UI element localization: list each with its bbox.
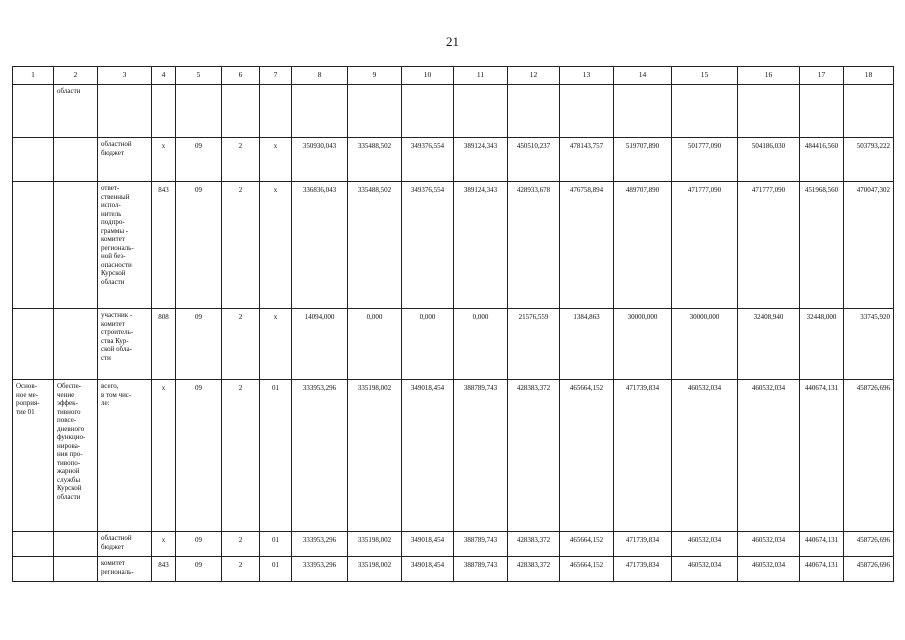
table-row xyxy=(13,309,894,380)
column-header: 3 xyxy=(98,67,152,85)
value-cell: 471777,090 xyxy=(672,182,738,309)
value-cell: 32408,940 xyxy=(738,309,800,380)
table-row xyxy=(13,380,894,532)
budget-table xyxy=(12,66,894,582)
value-cell: 460532,034 xyxy=(738,380,800,532)
value-cell: 349018,454 xyxy=(402,557,454,582)
table-row xyxy=(13,532,894,557)
column-header: 4 xyxy=(152,67,176,85)
value-cell: 440674,131 xyxy=(800,557,844,582)
cell-text: области xyxy=(57,87,81,95)
value-cell: 30000,000 xyxy=(672,309,738,380)
row-label-cell xyxy=(98,380,152,532)
value-cell: 471739,834 xyxy=(614,557,672,582)
value-cell: 465664,152 xyxy=(560,532,614,557)
row-label-cell xyxy=(54,532,98,557)
value-cell xyxy=(292,85,348,138)
value-cell: 460532,034 xyxy=(672,532,738,557)
column-header: 14 xyxy=(614,67,672,85)
row-label-cell xyxy=(13,309,54,380)
value-cell: 335198,002 xyxy=(348,380,402,532)
value-cell: 458726,696 xyxy=(844,557,894,582)
cell-text: всего, в том чис- ле: xyxy=(101,382,132,407)
value-cell: 450510,237 xyxy=(508,138,560,182)
row-label-cell xyxy=(54,85,98,138)
column-header: 16 xyxy=(738,67,800,85)
row-label-cell xyxy=(54,557,98,582)
table-row xyxy=(13,85,894,138)
table-row xyxy=(13,182,894,309)
value-cell xyxy=(454,85,508,138)
value-cell: 489707,890 xyxy=(614,182,672,309)
value-cell: 478143,757 xyxy=(560,138,614,182)
value-cell: 465664,152 xyxy=(560,380,614,532)
value-cell: 01 xyxy=(260,380,292,532)
value-cell: 503793,222 xyxy=(844,138,894,182)
value-cell: 09 xyxy=(176,380,222,532)
value-cell: 460532,034 xyxy=(738,557,800,582)
value-cell: 09 xyxy=(176,557,222,582)
value-cell: 30000,000 xyxy=(614,309,672,380)
row-label-cell xyxy=(13,182,54,309)
row-label-cell xyxy=(98,138,152,182)
value-cell xyxy=(508,85,560,138)
value-cell: 388789,743 xyxy=(454,557,508,582)
value-cell xyxy=(738,85,800,138)
value-cell: 349376,554 xyxy=(402,138,454,182)
value-cell: 501777,090 xyxy=(672,138,738,182)
value-cell: 519707,890 xyxy=(614,138,672,182)
row-label-cell xyxy=(13,85,54,138)
value-cell: 09 xyxy=(176,309,222,380)
value-cell: 0,000 xyxy=(348,309,402,380)
value-cell: 2 xyxy=(222,380,260,532)
cell-text: комитет региональ- xyxy=(101,559,134,576)
value-cell: 333953,296 xyxy=(292,557,348,582)
cell-text: Обеспе- чение эффек- тивного повсе- дневного функцио- нирова- ния про- тивопо- жарной службы Курской области xyxy=(57,382,86,501)
value-cell xyxy=(844,85,894,138)
value-cell: 458726,696 xyxy=(844,532,894,557)
value-cell: 336836,043 xyxy=(292,182,348,309)
value-cell: 335488,502 xyxy=(348,138,402,182)
value-cell: 21576,559 xyxy=(508,309,560,380)
value-cell: 09 xyxy=(176,138,222,182)
value-cell: 349018,454 xyxy=(402,532,454,557)
value-cell: 389124,343 xyxy=(454,138,508,182)
column-header: 12 xyxy=(508,67,560,85)
column-header: 8 xyxy=(292,67,348,85)
column-header: 13 xyxy=(560,67,614,85)
value-cell: x xyxy=(152,138,176,182)
value-cell: 808 xyxy=(152,309,176,380)
column-header: 10 xyxy=(402,67,454,85)
cell-text: областной бюджет xyxy=(101,140,132,157)
row-label-cell xyxy=(13,532,54,557)
value-cell: x xyxy=(260,182,292,309)
row-label-cell xyxy=(54,309,98,380)
cell-text: Основ- ное ме- роприя- тие 01 xyxy=(16,382,40,416)
column-header: 5 xyxy=(176,67,222,85)
row-label-cell xyxy=(98,182,152,309)
value-cell: 388789,743 xyxy=(454,532,508,557)
header-row xyxy=(13,67,894,85)
row-label-cell xyxy=(98,557,152,582)
value-cell xyxy=(176,85,222,138)
value-cell: 01 xyxy=(260,532,292,557)
value-cell: 2 xyxy=(222,182,260,309)
value-cell: x xyxy=(260,309,292,380)
value-cell: 14094,000 xyxy=(292,309,348,380)
value-cell: 504186,030 xyxy=(738,138,800,182)
row-label-cell xyxy=(54,380,98,532)
value-cell: 465664,152 xyxy=(560,557,614,582)
value-cell: 350930,043 xyxy=(292,138,348,182)
row-label-cell xyxy=(98,532,152,557)
value-cell xyxy=(152,85,176,138)
value-cell: 460532,034 xyxy=(672,380,738,532)
value-cell: 1384,863 xyxy=(560,309,614,380)
value-cell: 349376,554 xyxy=(402,182,454,309)
value-cell: 335198,002 xyxy=(348,557,402,582)
row-label-cell xyxy=(13,557,54,582)
column-header: 18 xyxy=(844,67,894,85)
value-cell: 471739,834 xyxy=(614,532,672,557)
value-cell: 428933,678 xyxy=(508,182,560,309)
value-cell xyxy=(672,85,738,138)
value-cell: 440674,131 xyxy=(800,532,844,557)
value-cell: 33745,920 xyxy=(844,309,894,380)
value-cell: 843 xyxy=(152,557,176,582)
column-header: 9 xyxy=(348,67,402,85)
value-cell: 333953,296 xyxy=(292,532,348,557)
table-row xyxy=(13,138,894,182)
row-label-cell xyxy=(13,380,54,532)
value-cell: 32448,000 xyxy=(800,309,844,380)
value-cell: 01 xyxy=(260,557,292,582)
value-cell: 333953,296 xyxy=(292,380,348,532)
value-cell: 460532,034 xyxy=(672,557,738,582)
value-cell: 389124,343 xyxy=(454,182,508,309)
value-cell: 09 xyxy=(176,182,222,309)
value-cell xyxy=(800,85,844,138)
value-cell: 460532,034 xyxy=(738,532,800,557)
value-cell: 349018,454 xyxy=(402,380,454,532)
value-cell: x xyxy=(152,380,176,532)
table-row xyxy=(13,557,894,582)
column-header: 7 xyxy=(260,67,292,85)
value-cell: 388789,743 xyxy=(454,380,508,532)
column-header: 6 xyxy=(222,67,260,85)
value-cell: 451968,560 xyxy=(800,182,844,309)
value-cell: 843 xyxy=(152,182,176,309)
row-label-cell xyxy=(13,138,54,182)
value-cell: 428383,372 xyxy=(508,532,560,557)
value-cell: 2 xyxy=(222,532,260,557)
value-cell: 428383,372 xyxy=(508,380,560,532)
value-cell xyxy=(614,85,672,138)
value-cell: 476758,894 xyxy=(560,182,614,309)
value-cell: 0,000 xyxy=(402,309,454,380)
value-cell: x xyxy=(260,138,292,182)
value-cell: 471739,834 xyxy=(614,380,672,532)
cell-text: участник - комитет строитель- ства Кур- ской обла- сти xyxy=(101,311,134,362)
value-cell: 471777,090 xyxy=(738,182,800,309)
row-label-cell xyxy=(98,85,152,138)
row-label-cell xyxy=(98,309,152,380)
value-cell: 428383,372 xyxy=(508,557,560,582)
column-header: 11 xyxy=(454,67,508,85)
value-cell xyxy=(560,85,614,138)
value-cell xyxy=(348,85,402,138)
value-cell xyxy=(260,85,292,138)
row-label-cell xyxy=(54,138,98,182)
column-header: 17 xyxy=(800,67,844,85)
value-cell: 2 xyxy=(222,138,260,182)
column-header: 2 xyxy=(54,67,98,85)
value-cell: 2 xyxy=(222,309,260,380)
value-cell xyxy=(222,85,260,138)
value-cell: 484416,560 xyxy=(800,138,844,182)
value-cell: 0,000 xyxy=(454,309,508,380)
value-cell xyxy=(402,85,454,138)
value-cell: 335488,502 xyxy=(348,182,402,309)
page-number: 21 xyxy=(446,34,459,49)
column-header: 1 xyxy=(13,67,54,85)
value-cell: 335198,002 xyxy=(348,532,402,557)
value-cell: 440674,131 xyxy=(800,380,844,532)
cell-text: областной бюджет xyxy=(101,534,132,551)
value-cell: 458726,696 xyxy=(844,380,894,532)
value-cell: 470047,302 xyxy=(844,182,894,309)
value-cell: 09 xyxy=(176,532,222,557)
value-cell: 2 xyxy=(222,557,260,582)
row-label-cell xyxy=(54,182,98,309)
cell-text: ответ- ственный испол- нитель подпро- граммы - комитет региональ- ной без- опасности Курской области xyxy=(101,184,134,286)
value-cell: x xyxy=(152,532,176,557)
column-header: 15 xyxy=(672,67,738,85)
